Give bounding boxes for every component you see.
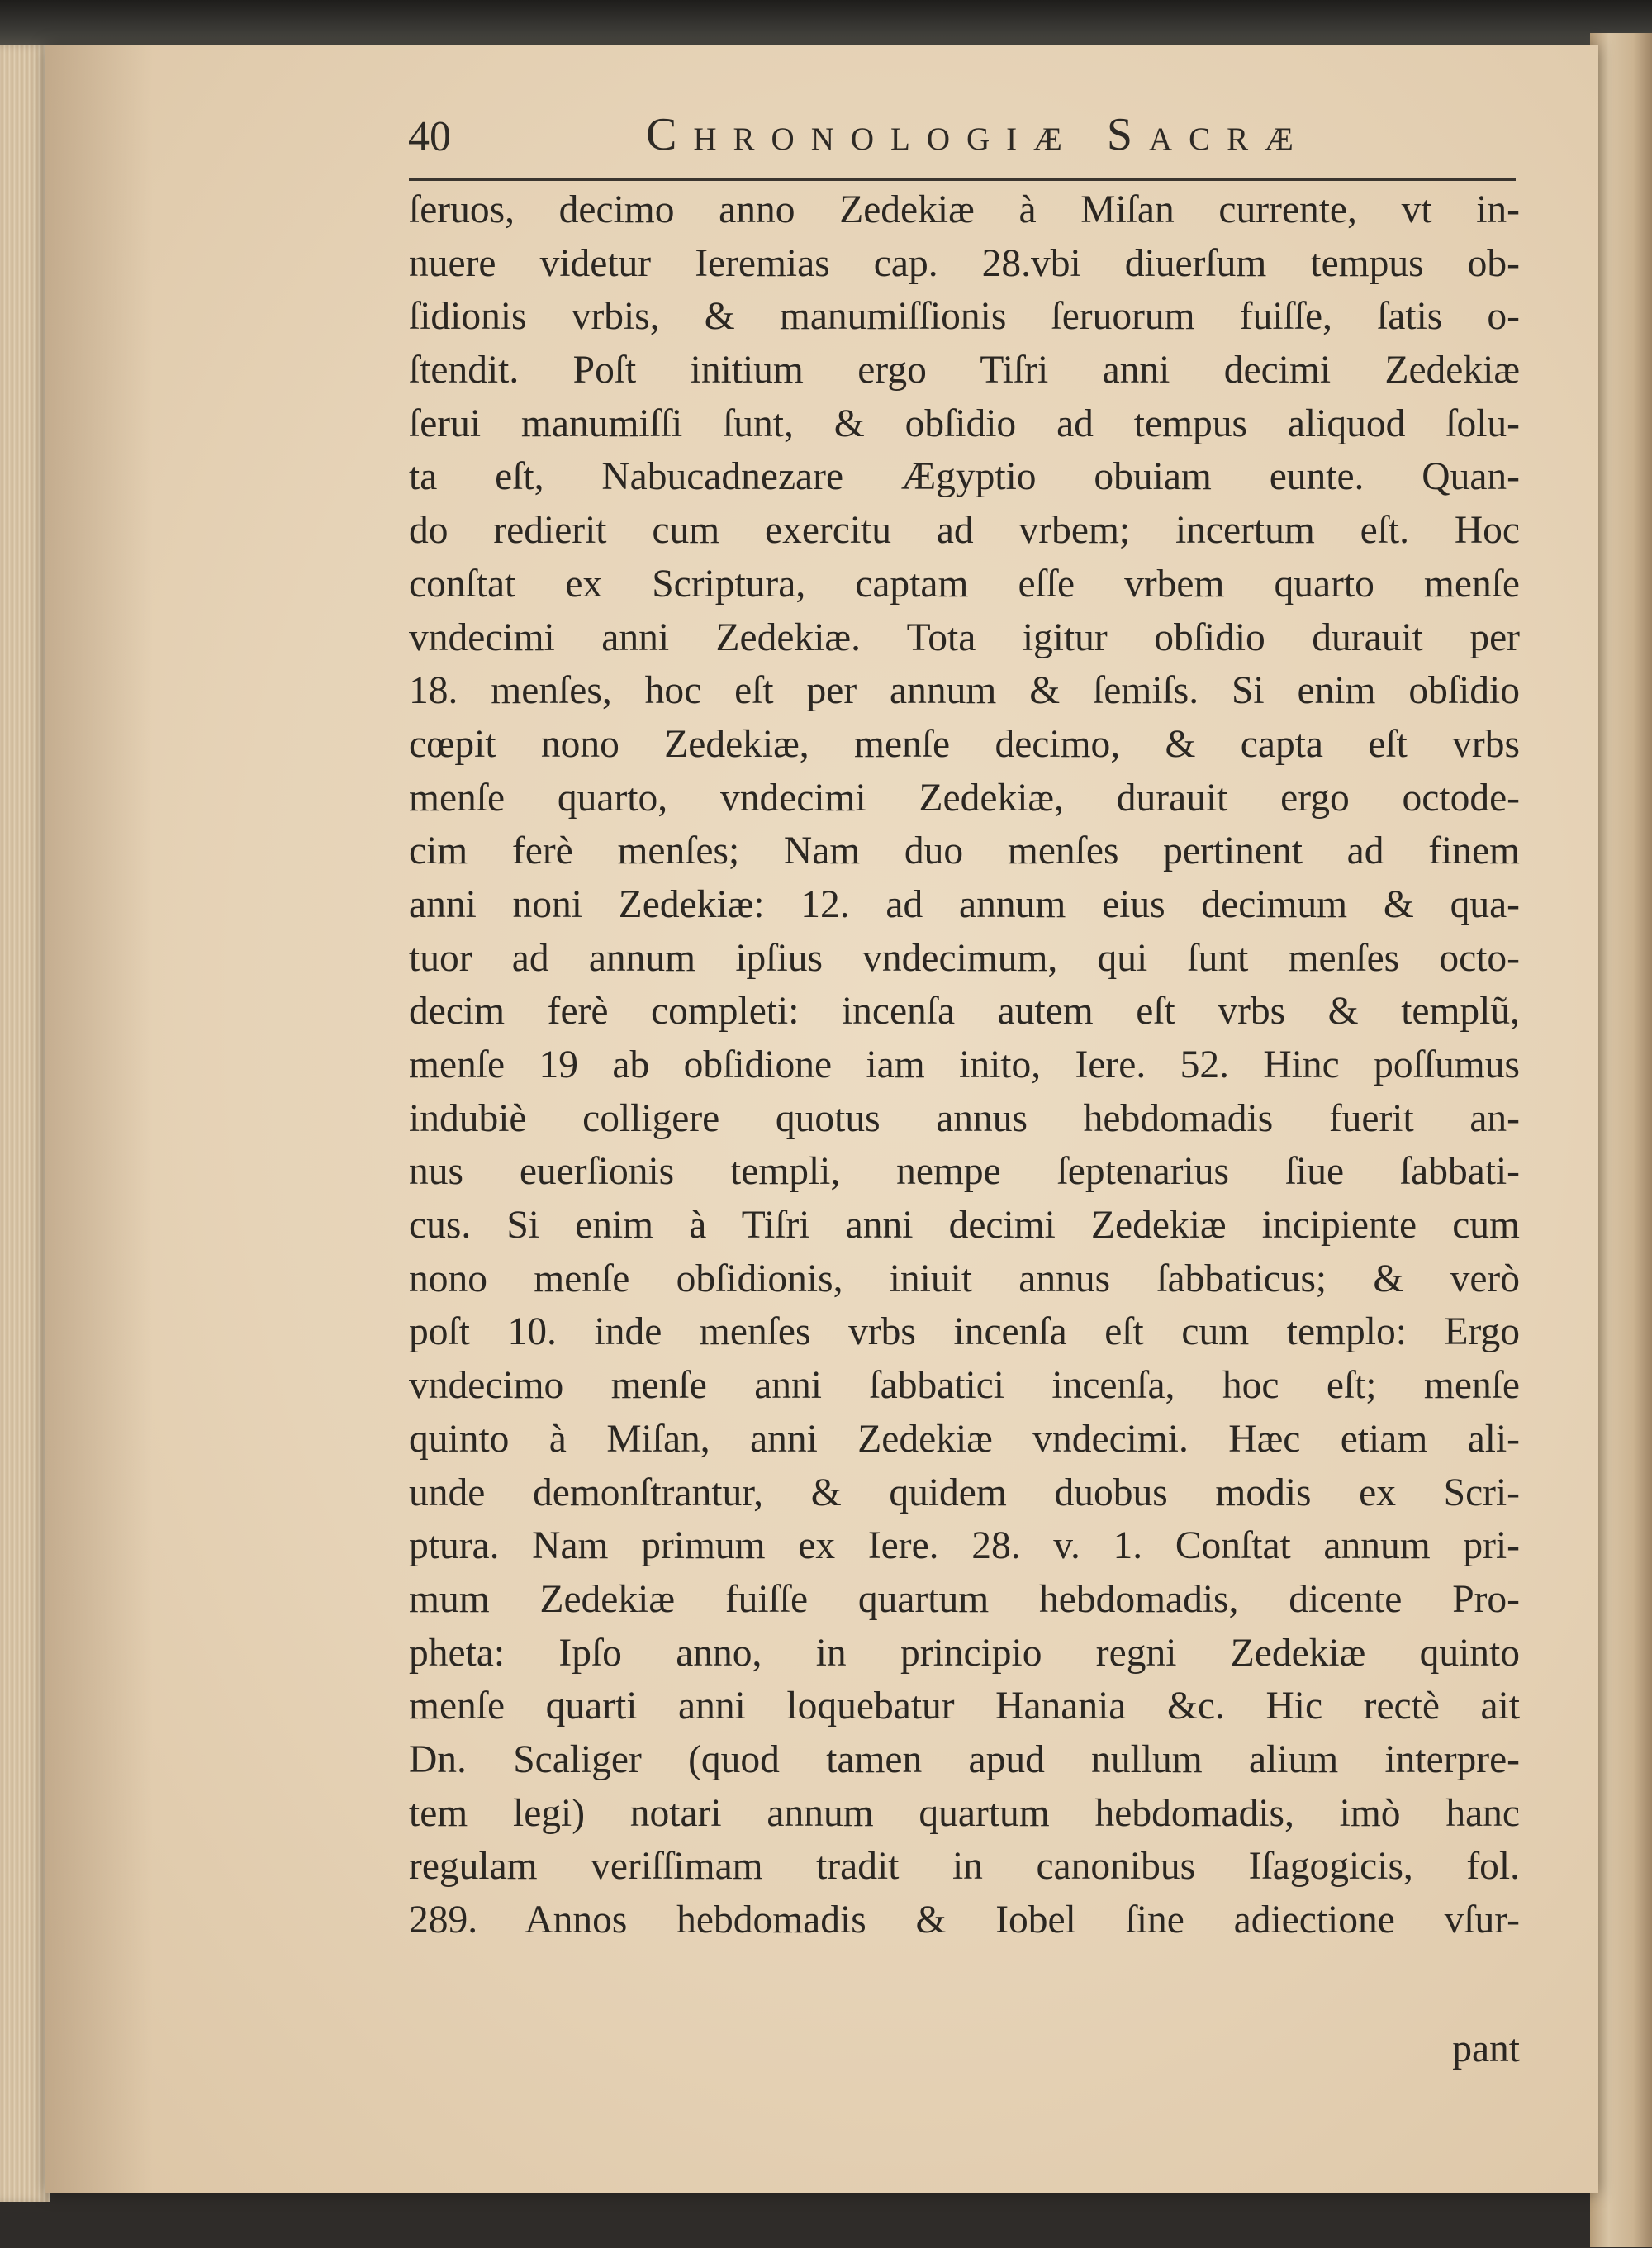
page-edges-left <box>0 45 50 2202</box>
text-line: nus euerſionis templi, nempe ſeptenarius ſiue ſabbati- <box>409 1150 1520 1194</box>
text-line: nuere videtur Ieremias cap. 28.vbi diuerſum tempus ob- <box>409 241 1520 285</box>
text-line: cœpit nono Zedekiæ, menſe decimo, & capta eſt vrbs <box>409 722 1520 766</box>
text-line: quinto à Miſan, anni Zedekiæ vndecimi. Hæc etiam ali- <box>409 1417 1520 1461</box>
text-line: ſerui manumiſſi ſunt, & obſidio ad tempus aliquod ſolu- <box>409 402 1520 445</box>
page-edges-right <box>1590 33 1652 2247</box>
text-line: ſeruos, decimo anno Zedekiæ à Miſan currente, vt in- <box>409 188 1520 231</box>
text-line: cim ferè menſes; Nam duo menſes pertinent ad finem <box>409 829 1520 873</box>
catchword: pant <box>1452 2027 1520 2070</box>
text-line: vndecimi anni Zedekiæ. Tota igitur obſidio durauit per <box>409 615 1520 659</box>
text-line: mum Zedekiæ fuiſſe quartum hebdomadis, dicente Pro- <box>409 1577 1520 1621</box>
text-line: ſtendit. Poſt initium ergo Tiſri anni decimi Zedekiæ <box>409 349 1520 392</box>
text-line: regulam veriſſimam tradit in canonibus Iſagogicis, fol. <box>409 1845 1520 1889</box>
text-line: cus. Si enim à Tiſri anni decimi Zedekiæ incipiente cum <box>409 1204 1520 1248</box>
running-title: Chronologiæ Sacræ <box>646 109 1310 160</box>
text-line: tuor ad annum ipſius vndecimum, qui ſunt menſes octo- <box>409 936 1520 980</box>
text-line: indubiè colligere quotus annus hebdomadis fuerit an- <box>409 1096 1520 1140</box>
text-line: ſidionis vrbis, & manumiſſionis ſeruorum fuiſſe, ſatis o- <box>409 295 1520 339</box>
text-line: conſtat ex Scriptura, captam eſſe vrbem quarto menſe <box>409 562 1520 606</box>
book-binding <box>0 0 1652 50</box>
text-line: poſt 10. inde menſes vrbs incenſa eſt cum templo: Ergo <box>409 1310 1520 1354</box>
text-line: vndecimo menſe anni ſabbatici incenſa, hoc eſt; menſe <box>409 1364 1520 1408</box>
running-head <box>363 78 1520 160</box>
page-gutter-shadow <box>45 45 153 2193</box>
text-line: menſe 19 ab obſidione iam inito, Iere. 52. Hinc poſſumus <box>409 1043 1520 1086</box>
text-line: do redierit cum exercitu ad vrbem; incertum eſt. Hoc <box>409 509 1520 553</box>
head-rule <box>409 178 1516 181</box>
page-number: 40 <box>408 113 451 160</box>
text-line: 289. Annos hebdomadis & Iobel ſine adiectione vſur- <box>409 1899 1520 1941</box>
text-line: menſe quarto, vndecimi Zedekiæ, durauit ergo octode- <box>409 776 1520 820</box>
text-line: tem legi) notari annum quartum hebdomadis, imò hanc <box>409 1791 1520 1835</box>
text-line: ta eſt, Nabucadnezare Ægyptio obuiam eunte. Quan- <box>409 455 1520 499</box>
text-line: unde demonſtrantur, & quidem duobus modis ex Scri- <box>409 1471 1520 1514</box>
text-line: anni noni Zedekiæ: 12. ad annum eius decimum & qua- <box>409 882 1520 926</box>
text-line: nono menſe obſidionis, iniuit annus ſabbaticus; & verò <box>409 1257 1520 1300</box>
text-line: menſe quarti anni loquebatur Hanania &c. Hic rectè ait <box>409 1685 1520 1728</box>
body-text <box>409 183 1520 1947</box>
text-line: decim ferè completi: incenſa autem eſt vrbs & templũ, <box>409 990 1520 1034</box>
text-line: ptura. Nam primum ex Iere. 28. v. 1. Conſtat annum pri- <box>409 1524 1520 1568</box>
text-line: pheta: Ipſo anno, in principio regni Zedekiæ quinto <box>409 1631 1520 1675</box>
text-line: Dn. Scaliger (quod tamen apud nullum alium interpre- <box>409 1737 1520 1781</box>
text-line: 18. menſes, hoc eſt per annum & ſemiſs. Si enim obſidio <box>409 669 1520 713</box>
